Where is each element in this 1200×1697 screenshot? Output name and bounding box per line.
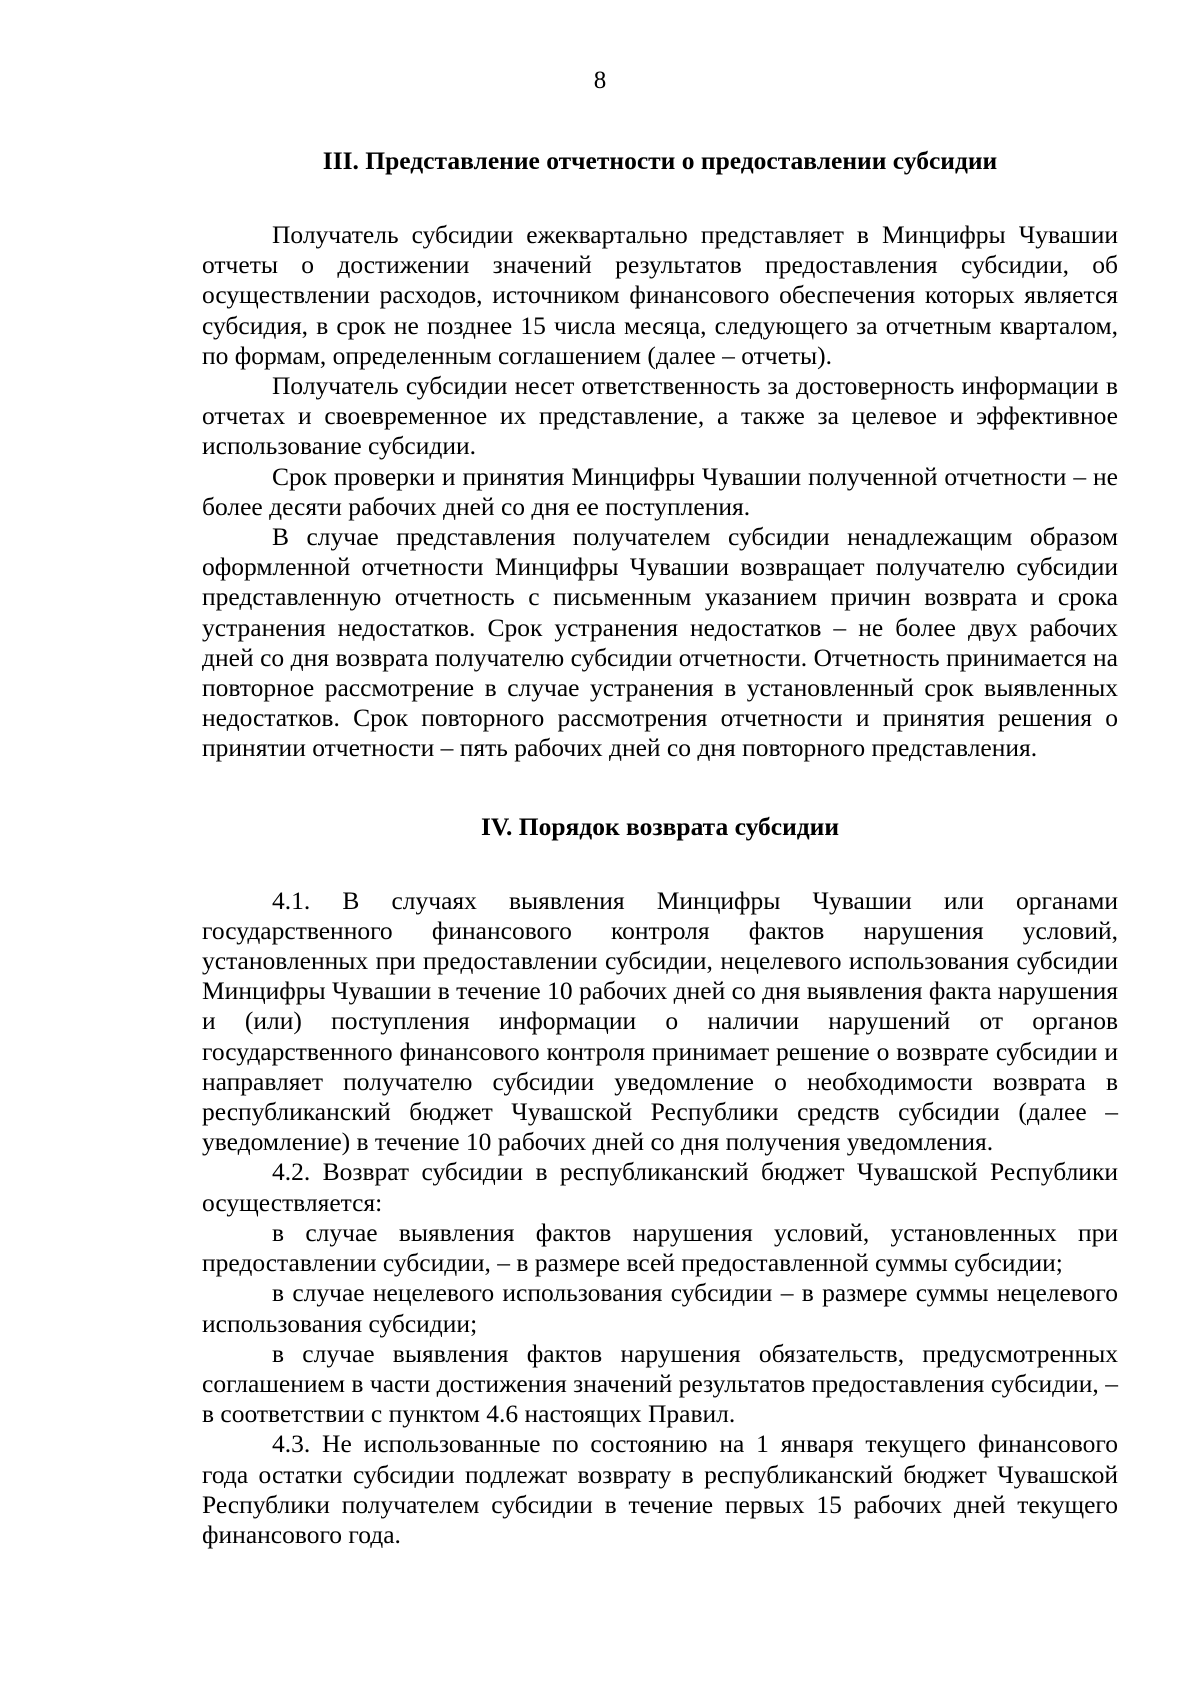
paragraph: в случае выявления фактов нарушения обязательств, предусмотренных соглашением в части достижения значений результатов предоставления субсидии, – в соответствии с пунктом 4.6 настоящих Правил. [202,1338,1118,1429]
paragraph: в случае выявления фактов нарушения условий, установленных при предоставлении субсидии, – в размере всей предоставленной суммы субсидии; [202,1217,1118,1278]
paragraph: 4.3. Не использованные по состоянию на 1 января текущего финансового года остатки субсидии подлежат возврату в республиканский бюджет Чувашской Республики получателем субсидии в течение первых 15 рабочих дней текущего финансового года. [202,1429,1118,1549]
section-4-heading: IV. Порядок возврата субсидии [480,811,840,841]
document-body [202,146,1118,1550]
paragraph: 4.2. Возврат субсидии в республиканский бюджет Чувашской Республики осуществляется: [202,1157,1118,1217]
paragraph: В случае представления получателем субсидии ненадлежащим образом оформленной отчетности Минцифры Чувашии возвращает получателю субсидии представленную отчетность с письменным указанием причин возврата и срока устранения недостатков. Срок устранения недостатков – не более двух рабочих дней со дня возврата получателю субсидии отчетности. Отчетность принимается на повторное рассмотрение в случае устранения в установленный срок выявленных недостатков. Срок повторного рассмотрения отчетности и принятия решения о принятии отчетности – пять рабочих дней со дня повторного представления. [202,522,1118,763]
paragraph: Получатель субсидии ежеквартально представляет в Минцифры Чувашии отчеты о достижении значений результатов предоставления субсидии, об осуществлении расходов, источником финансового обеспечения которых является субсидия, в срок не позднее 15 числа месяца, следующего за отчетным кварталом, по формам, определенным соглашением (далее – отчеты). [202,220,1118,370]
paragraph: Получатель субсидии несет ответственность за достоверность информации в отчетах и своевременное их представление, а также за целевое и эффективное использование субсидии. [202,371,1118,461]
section-3-heading: III. Представление отчетности о предоставлении субсидии [322,146,998,175]
paragraph: в случае нецелевого использования субсидии – в размере суммы нецелевого использования субсидии; [202,1278,1118,1338]
page-number: 8 [593,67,607,94]
paragraph: 4.1. В случаях выявления Минцифры Чувашии или органами государственного финансового контроля фактов нарушения условий, установленных при предоставлении субсидии, нецелевого использования субсидии Минцифры Чувашии в течение 10 рабочих дней со дня выявления факта нарушения и (или) поступления информации о наличии нарушений от органов государственного финансового контроля принимает решение о возврате субсидии и направляет получателю субсидии уведомление о необходимости возврата в республиканский бюджет Чувашской Республики средств субсидии (далее – уведомление) в течение 10 рабочих дней со дня получения уведомления. [202,885,1118,1157]
paragraph: Срок проверки и принятия Минцифры Чувашии полученной отчетности – не более десяти рабочих дней со дня ее поступления. [202,461,1118,521]
